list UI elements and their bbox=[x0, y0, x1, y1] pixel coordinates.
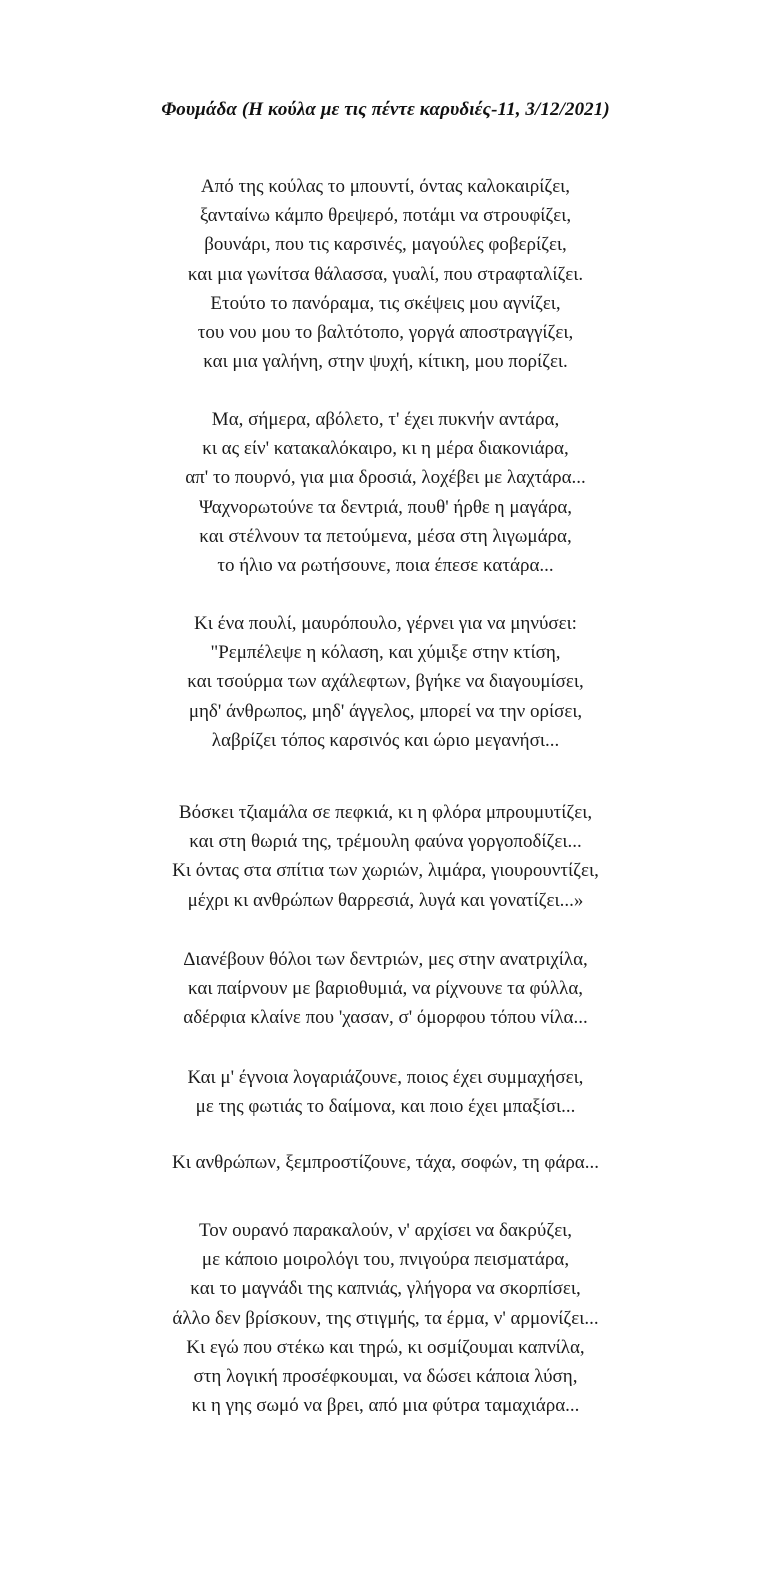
stanza-4 bbox=[0, 798, 771, 915]
poem-line: Τον ουρανό παρακαλούν, ν' αρχίσει να δακρύζει, bbox=[198, 1220, 573, 1241]
poem-line: και στέλνουν τα πετούμενα, μέσα στη λιγωμάρα, bbox=[199, 525, 572, 547]
poem-line: Κι ένα πουλί, μαυρόπουλο, γέρνει για να μηνύσει: bbox=[194, 613, 577, 634]
poem-line: στη λογική προσέφκουμαι, να δώσει κάποια λύση, bbox=[193, 1365, 578, 1387]
poem-line: και τσούρμα των αχάλεφτων, βγήκε να διαγουμίσει, bbox=[187, 671, 584, 693]
poem-line: και μια γαλήνη, στην ψυχή, κίτικη, μου πορίζει. bbox=[203, 351, 568, 373]
stanza-8 bbox=[0, 1216, 771, 1420]
poem-line: βουνάρι, που τις καρσινές, μαγούλες φοβερίζει, bbox=[204, 234, 567, 256]
poem-line: μέχρι κι ανθρώπων θαρρεσιά, λυγά και γονατίζει...» bbox=[187, 889, 584, 911]
poem-line: κι η γης σωμό να βρει, από μια φύτρα ταμαχιάρα... bbox=[191, 1395, 580, 1417]
poem-line: με της φωτιάς το δαίμονα, και ποιο έχει μπαξίσι... bbox=[195, 1096, 576, 1118]
poem-line: και το μαγνάδι της καπνιάς, γλήγορα να σκορπίσει, bbox=[190, 1278, 581, 1300]
poem-title: Φουμάδα (Η κούλα με τις πέντε καρυδιές-11, 3/12/2021) bbox=[161, 99, 610, 120]
poem-line: αδέρφια κλαίνε που 'χασαν, σ' όμορφου τόπου νίλα... bbox=[183, 1007, 588, 1029]
poem-line: το ήλιο να ρωτήσουνε, ποια έπεσε κατάρα... bbox=[217, 554, 554, 576]
poem-line: "Ρεμπέλεψε η κόλαση, και χύμιξε στην κτίση, bbox=[210, 642, 561, 664]
poem-line: άλλο δεν βρίσκουν, της στιγμής, τα έρμα, ν' αρμονίζει... bbox=[172, 1307, 599, 1329]
poem-line: Και μ' έγνοια λογαριάζουνε, ποιος έχει συμμαχήσει, bbox=[187, 1067, 584, 1088]
poem-line: και μια γωνίτσα θάλασσα, γυαλί, που στραφταλίζει. bbox=[187, 263, 584, 285]
poem-line: του νου μου το βαλτότοπο, γοργά αποστραγγίζει, bbox=[197, 321, 574, 343]
stanza-2 bbox=[0, 405, 771, 580]
poem-line: Διανέβουν θόλοι των δεντριών, μες στην ανατριχίλα, bbox=[183, 949, 588, 970]
poem-line: Μα, σήμερα, αβόλετο, τ' έχει πυκνήν αντάρα, bbox=[211, 409, 560, 430]
poem-line: Κι εγώ που στέκω και τηρώ, κι οσμίζουμαι καπνίλα, bbox=[186, 1336, 585, 1358]
poem-line: Ετούτο το πανόραμα, τις σκέψεις μου αγνίζει, bbox=[210, 292, 561, 314]
stanza-7 bbox=[0, 1148, 771, 1177]
stanza-5 bbox=[0, 945, 771, 1033]
poem-line: με κάποιο μοιρολόγι του, πνιγούρα πεισματάρα, bbox=[201, 1249, 570, 1271]
stanza-1 bbox=[0, 172, 771, 376]
poem-line: και στη θωριά της, τρέμουλη φαύνα γοργοποδίζει... bbox=[189, 831, 582, 853]
stanza-3 bbox=[0, 609, 771, 755]
poem-line: ξανταίνω κάμπο θρεψερό, ποτάμι να στρουφίζει, bbox=[199, 205, 572, 227]
poem-line: και παίρνουν με βαριοθυμιά, να ρίχνουνε τα φύλλα, bbox=[187, 978, 584, 1000]
poem-line: Βόσκει τζιαμάλα σε πεφκιά, κι η φλόρα μπρουμυτίζει, bbox=[178, 802, 593, 823]
poem-line: Ψαχνορωτούνε τα δεντριά, πουθ' ήρθε η μαγάρα, bbox=[198, 496, 573, 518]
poem-line: Κι όντας στα σπίτια των χωριών, λιμάρα, γιουρουντίζει, bbox=[172, 860, 599, 882]
poem-line: Από της κούλας το μπουντί, όντας καλοκαιρίζει, bbox=[200, 176, 571, 197]
poem-line: Κι ανθρώπων, ξεμπροστίζουνε, τάχα, σοφών, τη φάρα... bbox=[171, 1152, 600, 1173]
stanza-6 bbox=[0, 1063, 771, 1121]
poem-line: λαβρίζει τόπος καρσινός και ώριο μεγανήσι... bbox=[211, 729, 560, 751]
poem-line: απ' το πουρνό, για μια δροσιά, λοχέβει με λαχτάρα... bbox=[185, 467, 586, 489]
poem-line: μηδ' άνθρωπος, μηδ' άγγελος, μπορεί να την ορίσει, bbox=[188, 700, 583, 722]
poem-line: κι ας είν' κατακαλόκαιρο, κι η μέρα διακονιάρα, bbox=[202, 438, 569, 460]
